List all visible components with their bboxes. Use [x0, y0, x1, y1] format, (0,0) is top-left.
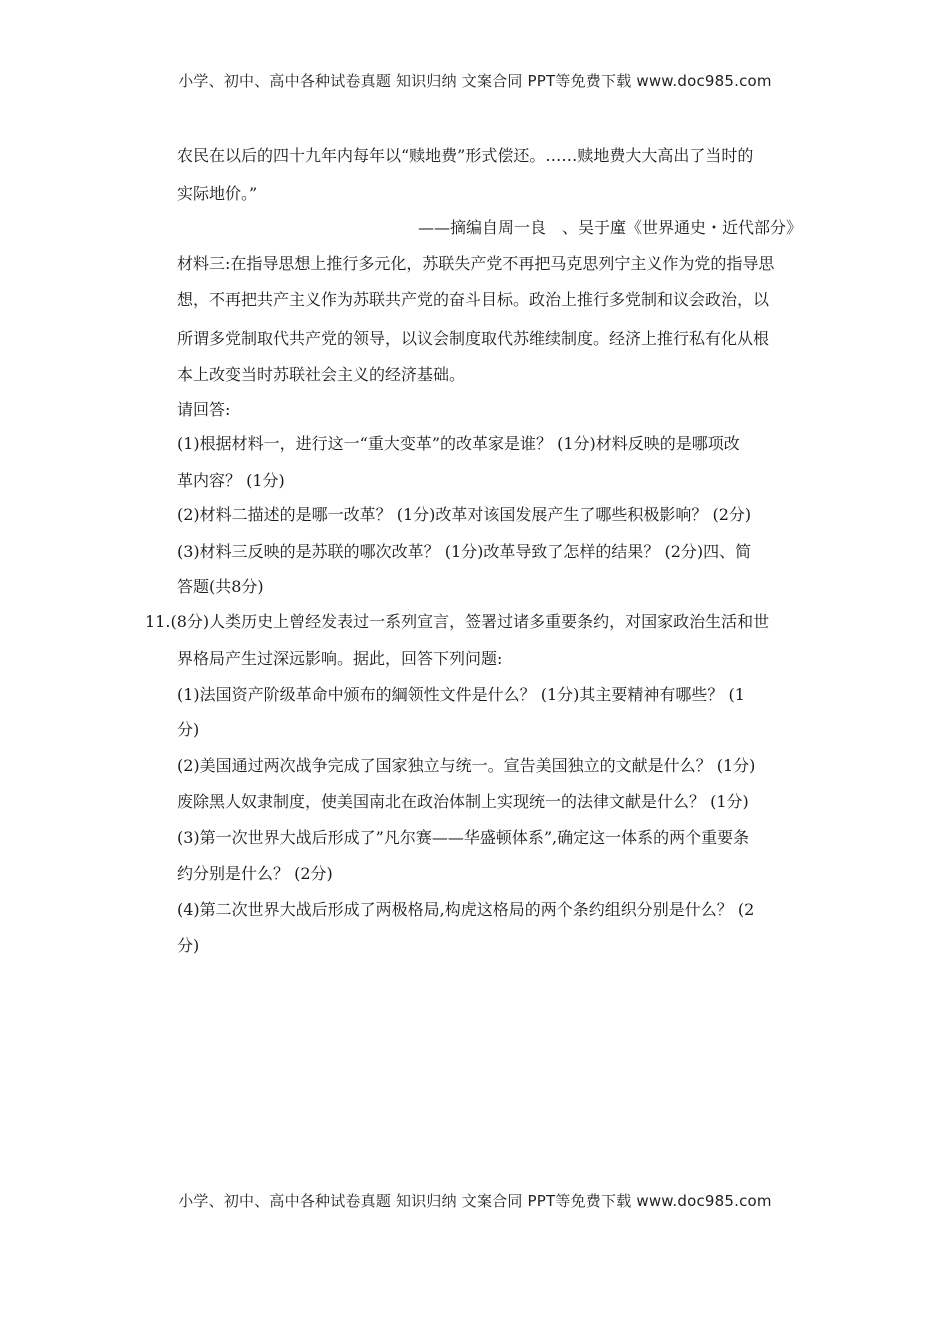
q10-sub2: (2)材料二描述的是哪一改革？ (1分)改革对该国发展产生了哪些积极影响？ (2分): [177, 505, 752, 524]
q11-sub1-line-2: 分): [177, 720, 200, 739]
material2-line-1: 农民在以后的四十九年内每年以“赎地费”形式偿还。……赎地费大大高出了当时的: [177, 146, 754, 165]
q10-sub3-line-1: (3)材料三反映的是苏联的哪次改革？ (1分)改革导致了怎样的结果？ (2分)四、简: [177, 542, 752, 561]
q11-sub3-line-2: 约分别是什么？ (2分): [177, 864, 333, 883]
q11-line-1: 11.(8分)人类历史上曾经发表过一系列宣言，签署过诸多重要条约，对国家政治生活和世: [145, 612, 770, 631]
material3-line-1: 材料三:在指导思想上推行多元化，苏联失产党不再把马克思列宁主义作为党的指导思: [177, 254, 775, 273]
q10-sub3-line-2: 答题(共8分): [177, 577, 264, 596]
q10-prompt: 请回答:: [177, 400, 231, 419]
q11-sub3-line-1: (3)第一次世界大战后形成了”凡尔赛——华盛顿体系”,确定这一体系的两个重要条: [177, 828, 750, 847]
q10-sub1-line-1: (1)根据材料一，进行这一“重大变革”的改革家是谁？ (1分)材料反映的是哪项改: [177, 434, 740, 453]
q11-sub1-line-1: (1)法国资产阶级革命中颁布的綱领性文件是什么？ (1分)其主要精神有哪些？ (1: [177, 685, 745, 704]
material3-line-3: 所谓多党制取代共产党的领导，以议会制度取代苏维续制度。经济上推行私有化从根: [177, 329, 770, 348]
material2-line-2: 实际地价。”: [177, 184, 258, 203]
q11-sub4-line-2: 分): [177, 936, 200, 955]
page-header: 小学、初中、高中各种试卷真题 知识归纳 文案合同 PPT等免费下载 www.doc985.com: [178, 72, 772, 90]
q11-sub2-line-2: 废除黑人奴隶制度，使美国南北在政治体制上实现统一的法律文献是什么？ (1分): [177, 792, 749, 811]
q11-line-2: 界格局产生过深远影响。据此，回答下列问题:: [177, 649, 503, 668]
q10-sub1-line-2: 革内容？ (1分): [177, 471, 285, 490]
q11-sub4-line-1: (4)第二次世界大战后形成了两极格局,构虎这格局的两个条约组织分别是什么？ (2: [177, 900, 755, 919]
material3-line-2: 想，不再把共产主义作为苏联共产党的奋斗目标。政治上推行多党制和议会政治，以: [177, 290, 770, 309]
page-footer: 小学、初中、高中各种试卷真题 知识归纳 文案合同 PPT等免费下载 www.doc985.com: [178, 1192, 772, 1210]
material2-attribution: ——摘编自周一良 、吴于廑《世界通史・近代部分》: [417, 218, 802, 237]
q11-sub2-line-1: (2)美国通过两次战争完成了国家独立与统一。宣告美国独立的文献是什么？ (1分): [177, 756, 756, 775]
material3-line-4: 本上改变当时苏联社会主义的经济基础。: [177, 365, 466, 384]
